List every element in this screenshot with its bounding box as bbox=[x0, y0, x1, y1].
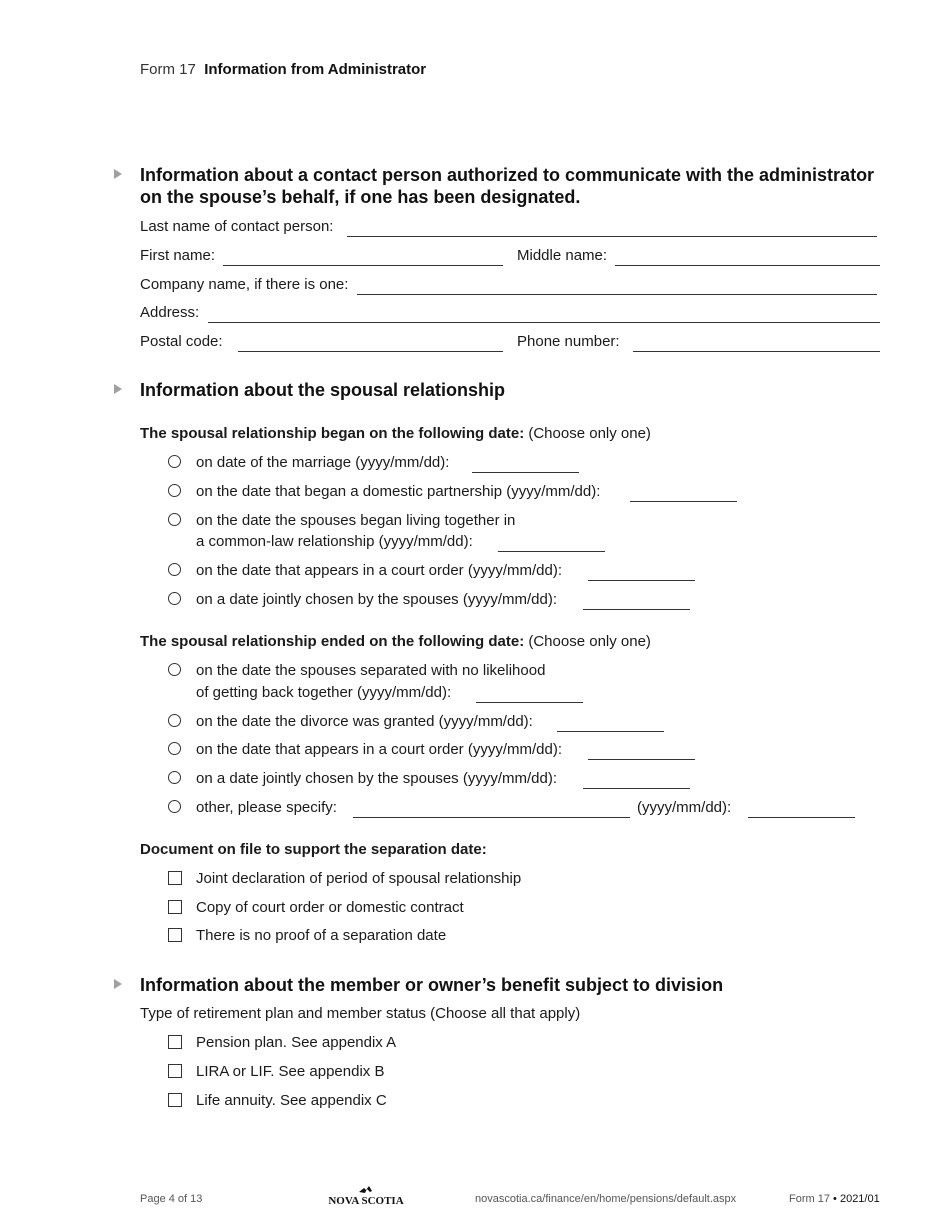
first-name-field[interactable] bbox=[223, 265, 503, 266]
option-label: on date of the marriage (yyyy/mm/dd): bbox=[196, 454, 450, 471]
checkbox-no-proof[interactable] bbox=[168, 928, 182, 942]
option-label-continued: a common-law relationship (yyyy/mm/dd): bbox=[196, 533, 473, 550]
checkbox-lira-lif[interactable] bbox=[168, 1064, 182, 1078]
address-label: Address: bbox=[140, 304, 200, 321]
radio-ended-court-order[interactable] bbox=[168, 742, 181, 755]
radio-began-jointly-chosen[interactable] bbox=[168, 592, 181, 605]
section-marker-icon bbox=[114, 384, 122, 394]
date-field[interactable] bbox=[748, 817, 855, 818]
phone-number-field[interactable] bbox=[633, 351, 880, 352]
middle-name-field[interactable] bbox=[615, 265, 880, 266]
option-label: There is no proof of a separation date bbox=[196, 927, 447, 944]
radio-began-court-order[interactable] bbox=[168, 563, 181, 576]
radio-ended-divorce[interactable] bbox=[168, 714, 181, 727]
section-heading-relationship: Information about the spousal relationship bbox=[140, 380, 506, 400]
ended-intro-bold: The spousal relationship ended on the following date: bbox=[140, 633, 525, 650]
logo-text: NOVA SCOTIA bbox=[328, 1195, 404, 1207]
checkbox-court-order-copy[interactable] bbox=[168, 900, 182, 914]
date-field[interactable] bbox=[498, 551, 605, 552]
radio-ended-jointly-chosen[interactable] bbox=[168, 771, 181, 784]
date-field[interactable] bbox=[476, 702, 583, 703]
postal-code-label: Postal code: bbox=[140, 333, 223, 350]
logo-mark-icon bbox=[326, 1185, 406, 1207]
began-intro bbox=[140, 425, 651, 443]
option-label: on a date jointly chosen by the spouses (yyyy/mm/dd): bbox=[196, 770, 558, 787]
option-label: Joint declaration of period of spousal relationship bbox=[196, 870, 522, 887]
footer-version: 2021/01 bbox=[839, 1193, 880, 1205]
company-label: Company name, if there is one: bbox=[140, 276, 349, 293]
checkbox-pension-plan[interactable] bbox=[168, 1035, 182, 1049]
option-label: LIRA or LIF. See appendix B bbox=[196, 1063, 385, 1080]
footer-url: novascotia.ca/finance/en/home/pensions/default.aspx bbox=[475, 1193, 737, 1205]
option-label-continued: of getting back together (yyyy/mm/dd): bbox=[196, 684, 452, 701]
checkbox-life-annuity[interactable] bbox=[168, 1093, 182, 1107]
radio-began-domestic-partnership[interactable] bbox=[168, 484, 181, 497]
form-number: Form 17 bbox=[140, 61, 196, 78]
date-field[interactable] bbox=[588, 759, 695, 760]
benefit-intro: Type of retirement plan and member status (Choose all that apply) bbox=[140, 1005, 581, 1022]
date-field[interactable] bbox=[583, 609, 690, 610]
ended-intro bbox=[140, 633, 651, 651]
page-header bbox=[140, 61, 426, 78]
footer-form-label: Form 17 bbox=[789, 1193, 830, 1205]
first-name-label: First name: bbox=[140, 247, 216, 264]
date-field[interactable] bbox=[630, 501, 737, 502]
began-intro-note: (Choose only one) bbox=[528, 425, 651, 442]
option-label: Copy of court order or domestic contract bbox=[196, 899, 464, 916]
document-intro: Document on file to support the separation date: bbox=[140, 841, 487, 858]
date-field[interactable] bbox=[588, 580, 695, 581]
ended-intro-note: (Choose only one) bbox=[528, 633, 651, 650]
section-marker-icon bbox=[114, 979, 122, 989]
heading-line-1: Information about a contact person authorized to communicate with the administrator bbox=[140, 165, 875, 185]
heading-line-2: on the spouse’s behalf, if one has been designated. bbox=[140, 187, 581, 207]
option-label: other, please specify: bbox=[196, 799, 337, 816]
last-name-label: Last name of contact person: bbox=[140, 218, 334, 235]
option-label: on the date that began a domestic partnership (yyyy/mm/dd): bbox=[196, 483, 601, 500]
nova-scotia-logo bbox=[326, 1185, 406, 1207]
form-title: Information from Administrator bbox=[204, 61, 427, 78]
date-format-label: (yyyy/mm/dd): bbox=[637, 799, 732, 816]
date-field[interactable] bbox=[583, 788, 690, 789]
option-label: on the date the divorce was granted (yyyy/mm/dd): bbox=[196, 713, 533, 730]
option-label: on a date jointly chosen by the spouses (yyyy/mm/dd): bbox=[196, 591, 558, 608]
radio-began-marriage[interactable] bbox=[168, 455, 181, 468]
postal-code-field[interactable] bbox=[238, 351, 503, 352]
last-name-field[interactable] bbox=[347, 236, 877, 237]
date-field[interactable] bbox=[472, 472, 579, 473]
other-specify-field[interactable] bbox=[353, 817, 630, 818]
option-label: Pension plan. See appendix A bbox=[196, 1034, 397, 1051]
option-label: on the date the spouses separated with no likelihood bbox=[196, 662, 546, 679]
footer-form-version bbox=[789, 1193, 880, 1205]
date-field[interactable] bbox=[557, 731, 664, 732]
option-label: on the date that appears in a court order (yyyy/mm/dd): bbox=[196, 741, 563, 758]
checkbox-joint-declaration[interactable] bbox=[168, 871, 182, 885]
option-label: Life annuity. See appendix C bbox=[196, 1092, 387, 1109]
option-label: on the date the spouses began living together in bbox=[196, 512, 516, 529]
radio-ended-other[interactable] bbox=[168, 800, 181, 813]
company-field[interactable] bbox=[357, 294, 877, 295]
radio-began-common-law[interactable] bbox=[168, 513, 181, 526]
radio-ended-separated[interactable] bbox=[168, 663, 181, 676]
phone-number-label: Phone number: bbox=[517, 333, 620, 350]
middle-name-label: Middle name: bbox=[517, 247, 608, 264]
section-heading-benefit: Information about the member or owner’s benefit subject to division bbox=[140, 975, 724, 995]
began-intro-bold: The spousal relationship began on the following date: bbox=[140, 425, 525, 442]
page-number: Page 4 of 13 bbox=[140, 1193, 203, 1205]
bullet-separator: • bbox=[833, 1193, 837, 1205]
address-field[interactable] bbox=[208, 322, 880, 323]
section-marker-icon bbox=[114, 169, 122, 179]
section-heading-contact bbox=[140, 164, 900, 208]
option-label: on the date that appears in a court order (yyyy/mm/dd): bbox=[196, 562, 563, 579]
